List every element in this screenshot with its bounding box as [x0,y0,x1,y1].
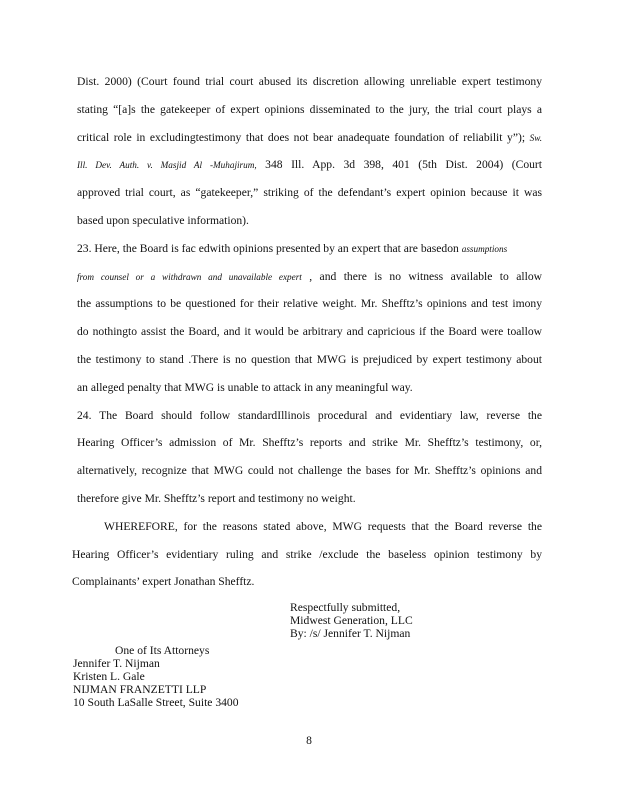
body-text-run: 23. Here, the Board is fac edwith opinions presented by an expert that are basedon [77,241,462,255]
body-text-run: an alleged penalty that MWG is unable to attack in any meaningful way. [77,380,413,394]
text-line [77,429,542,457]
attorney-block [73,644,239,709]
body-text-run: Hearing Officer’s admission of Mr. Shefftz’s reports and strike Mr. Shefftz’s testimony, or, [77,436,542,450]
body-text-run: WHEREFORE, for the reasons stated above, MWG requests that the Board reverse the [104,519,542,533]
text-line [77,290,542,318]
text-line [77,207,542,235]
text-line [77,457,542,485]
text-line [72,513,542,541]
body-text-run: 348 Ill. App. 3d 398, 401 (5th Dist. 2004) (Court [256,158,543,172]
text-line [77,263,542,291]
signature-closing: Respectfully submitted, [290,601,401,614]
body-text-run: , and there is no witness available to allow [301,269,542,283]
text-line [77,318,542,346]
body-text-run: Dist. 2000) (Court found trial court abused its discretion allowing unreliable expert testimony [77,75,542,88]
signature-by: By: /s/ Jennifer T. Nijman [290,627,411,640]
body-text-run: Complainants’ expert Jonathan Shefftz. [72,575,255,589]
signature-party: Midwest Generation, LLC [290,614,413,627]
body-text-run: approved trial court, as “gatekeeper,” striking of the defendant’s expert opinion because it was [77,186,542,200]
text-line [77,96,542,124]
text-line [72,568,542,596]
text-line [77,151,542,179]
text-line [77,485,542,513]
text-line [77,374,542,402]
body-text-run: the testimony to stand .There is no question that MWG is prejudiced by expert testimony about [77,352,542,366]
citation-text: Ill. Dev. Auth. v. Masjid Al -Muhajirum, [77,160,257,171]
text-line [77,235,542,263]
text-line [77,346,542,374]
body-text-run: stating “[a]s the gatekeeper of expert opinions disseminated to the jury, the trial court plays a [77,102,542,116]
citation-text: Sw. [529,132,542,143]
body-text-run: the assumptions to be questioned for their relative weight. Mr. Shefftz’s opinions and test imony [77,297,542,311]
body-text-run: Hearing Officer’s evidentiary ruling and strike /exclude the baseless opinion testimony by [72,547,542,561]
body-text-run: 24. The Board should follow standardIllinois procedural and evidentiary law, reverse the [77,408,542,422]
body-text-run: based upon speculative information). [77,213,249,227]
firm-address: 10 South LaSalle Street, Suite 3400 [73,696,239,709]
text-line [77,179,542,207]
text-line [77,124,542,152]
text-line [77,402,542,430]
attorney-name: Kristen L. Gale [73,670,145,683]
body-text [72,68,543,596]
citation-text: assumptions [461,243,508,254]
citation-text: from counsel or a withdrawn and unavailable expert [77,271,302,282]
text-line [77,68,542,96]
attorney-name: Jennifer T. Nijman [73,657,160,670]
text-line [72,541,542,569]
signature-block [290,601,413,640]
page-number: 8 [306,734,312,747]
body-text-run: alternatively, recognize that MWG could not challenge the bases for Mr. Shefftz’s opinions and [77,464,542,478]
body-text-run: do nothingto assist the Board, and it would be arbitrary and capricious if the Board were toallow [77,325,542,339]
body-text-run: therefore give Mr. Shefftz’s report and testimony no weight. [77,491,356,505]
attorney-role: One of Its Attorneys [115,644,210,657]
law-firm-name: NIJMAN FRANZETTI LLP [73,683,207,696]
body-text-run: critical role in excludingtestimony that does not bear anadequate foundation of reliabilit y”); [77,130,530,144]
